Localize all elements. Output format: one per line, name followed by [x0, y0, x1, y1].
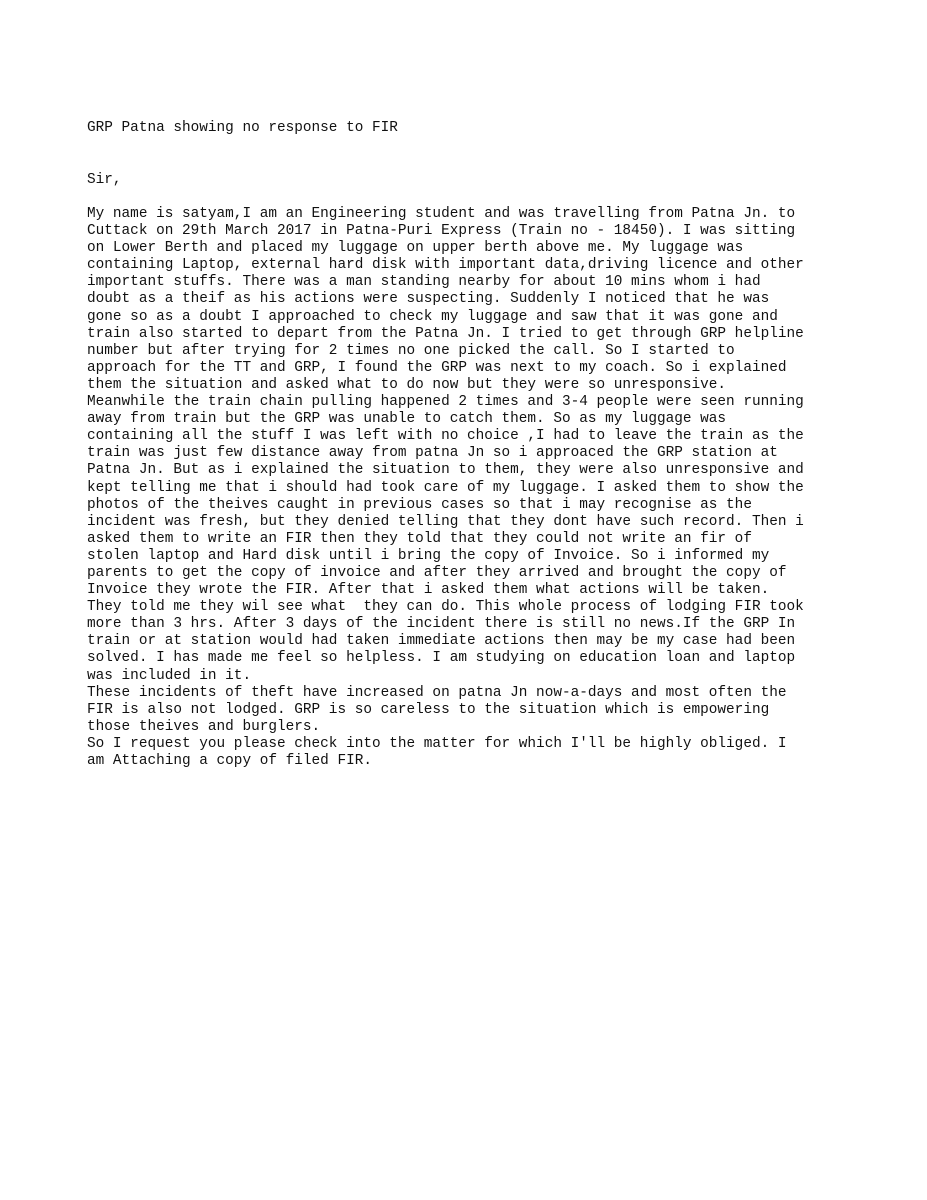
body-line: number but after trying for 2 times no one picked the call. So I started to [87, 342, 735, 359]
body-line: important stuffs. There was a man standing nearby for about 10 mins whom i had [87, 274, 761, 291]
body-line: more than 3 hrs. After 3 days of the incident there is still no news.If the GRP In [87, 616, 796, 633]
body-line: asked them to write an FIR then they told that they could not write an fir of [87, 530, 752, 547]
body-line: solved. I has made me feel so helpless. I am studying on education loan and laptop [87, 650, 796, 667]
body-line: These incidents of theft have increased on patna Jn now-a-days and most often the [87, 684, 787, 701]
document-title: GRP Patna showing no response to FIR [87, 120, 398, 136]
body-line: Patna Jn. But as i explained the situation to them, they were also unresponsive and [87, 462, 804, 479]
body-line: kept telling me that i should had took care of my luggage. I asked them to show the [87, 479, 804, 496]
body-line: Cuttack on 29th March 2017 in Patna-Puri Express (Train no - 18450). I was sitting [87, 223, 796, 240]
body-line: away from train but the GRP was unable to catch them. So as my luggage was [87, 411, 727, 428]
body-line: incident was fresh, but they denied telling that they dont have such record. Then i [87, 513, 804, 530]
body-line: containing all the stuff I was left with no choice ,I had to leave the train as the [87, 428, 804, 445]
body-line: was included in it. [87, 667, 252, 684]
body-line: photos of the theives caught in previous cases so that i may recognise as the [87, 496, 752, 513]
body-line: train was just few distance away from patna Jn so i approaced the GRP station at [87, 445, 778, 462]
body-line: approach for the TT and GRP, I found the GRP was next to my coach. So i explained [87, 359, 787, 376]
letter-body [87, 206, 804, 770]
body-line: They told me they wil see what they can do. This whole process of lodging FIR took [87, 599, 804, 616]
body-line: parents to get the copy of invoice and after they arrived and brought the copy of [87, 564, 787, 581]
body-line: My name is satyam,I am an Engineering student and was travelling from Patna Jn. to [87, 206, 796, 222]
body-line: train or at station would had taken immediate actions then may be my case had been [87, 633, 796, 650]
body-line: So I request you please check into the matter for which I'll be highly obliged. I [87, 735, 787, 752]
body-line: doubt as a theif as his actions were suspecting. Suddenly I noticed that he was [87, 291, 770, 308]
body-line: Meanwhile the train chain pulling happened 2 times and 3-4 people were seen running [87, 394, 804, 411]
body-line: FIR is also not lodged. GRP is so careless to the situation which is empowering [87, 701, 770, 718]
body-line: gone so as a doubt I approached to check my luggage and saw that it was gone and [87, 308, 778, 325]
body-line: them the situation and asked what to do now but they were so unresponsive. [87, 376, 727, 393]
body-line: on Lower Berth and placed my luggage on upper berth above me. My luggage was [87, 240, 744, 257]
body-line: containing Laptop, external hard disk with important data,driving licence and other [87, 257, 804, 274]
body-line: am Attaching a copy of filed FIR. [87, 753, 372, 769]
body-line: train also started to depart from the Patna Jn. I tried to get through GRP helpline [87, 325, 804, 342]
body-line: stolen laptop and Hard disk until i bring the copy of Invoice. So i informed my [87, 547, 770, 564]
salutation: Sir, [87, 172, 122, 188]
body-line: Invoice they wrote the FIR. After that i asked them what actions will be taken. [87, 582, 770, 599]
body-line: those theives and burglers. [87, 718, 321, 735]
